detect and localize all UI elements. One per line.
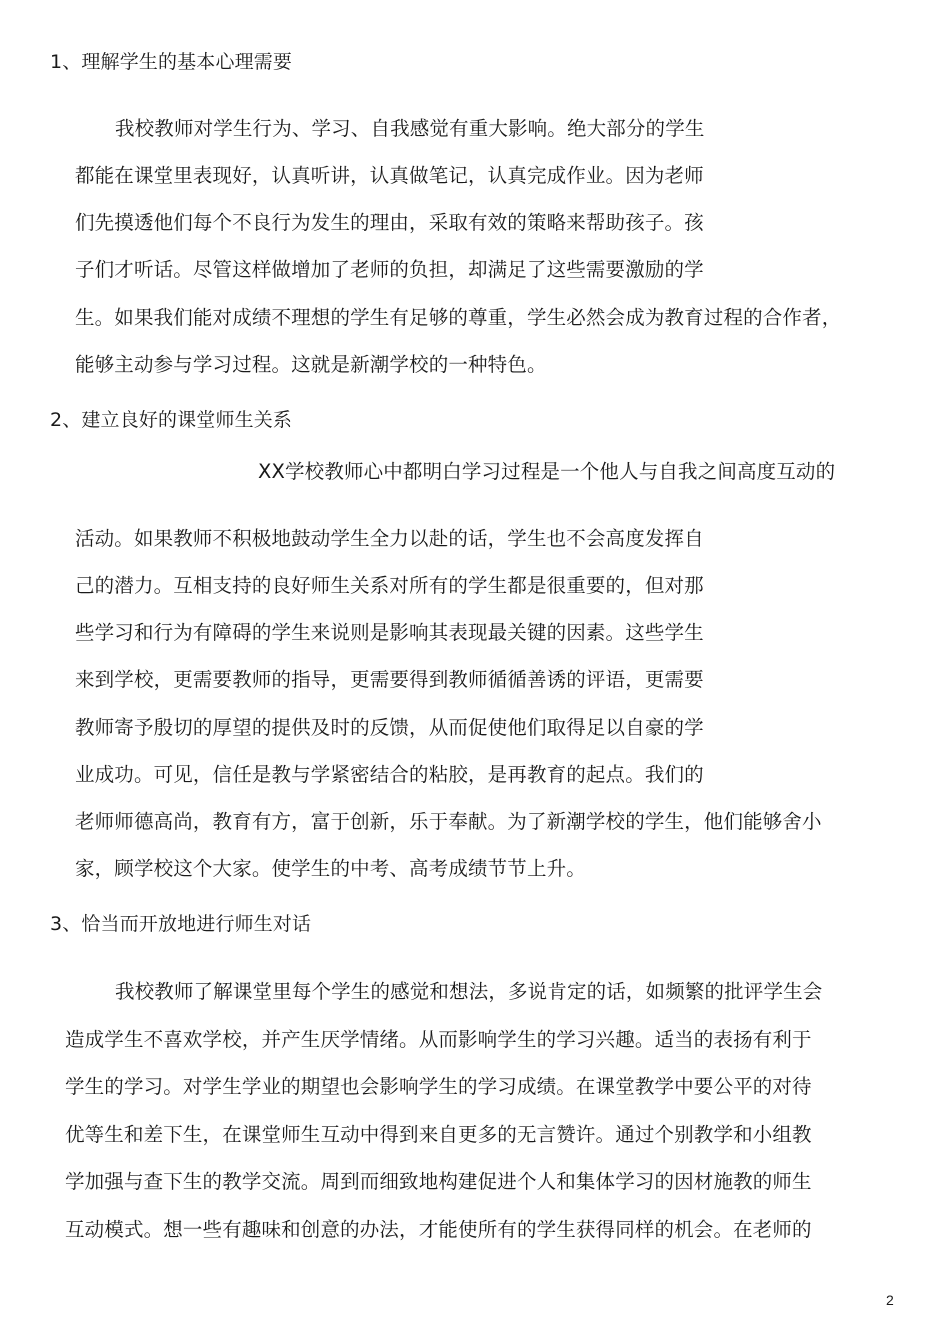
section-2-line: 己的潜力。互相支持的良好师生关系对所有的学生都是很重要的，但对那 [75, 574, 704, 597]
section-2-line: 家，顾学校这个大家。使学生的中考、高考成绩节节上升。 [75, 857, 586, 880]
section-3-line: 造成学生不喜欢学校，并产生厌学情绪。从而影响学生的学习兴趣。适当的表扬有利于 [65, 1028, 812, 1051]
section-3-line: 优等生和差下生，在课堂师生互动中得到来自更多的无言赞许。通过个别教学和小组教 [65, 1123, 812, 1146]
section-1-line: 生。如果我们能对成绩不理想的学生有足够的尊重，学生必然会成为教育过程的合作者， [75, 306, 842, 329]
section-2-line: 老师师德高尚，教育有方，富于创新，乐于奉献。为了新潮学校的学生，他们能够舍小 [75, 810, 822, 833]
section-1-line: 我校教师对学生行为、学习、自我感觉有重大影响。绝大部分的学生 [115, 117, 705, 140]
section-1-line: 们先摸透他们每个不良行为发生的理由，采取有效的策略来帮助孩子。孩 [75, 211, 704, 234]
section-3-line: 学加强与查下生的教学交流。周到而细致地构建促进个人和集体学习的因材施教的师生 [65, 1170, 812, 1193]
section-2-line: XX学校教师心中都明白学习过程是一个他人与自我之间高度互动的 [258, 460, 836, 483]
section-3-line: 互动模式。想一些有趣味和创意的办法，才能使所有的学生获得同样的机会。在老师的 [65, 1218, 812, 1241]
section-1-line: 能够主动参与学习过程。这就是新潮学校的一种特色。 [75, 353, 547, 376]
section-1-line: 都能在课堂里表现好，认真听讲，认真做笔记，认真完成作业。因为老师 [75, 164, 704, 187]
section-2-line: 些学习和行为有障碍的学生来说则是影响其表现最关键的因素。这些学生 [75, 621, 704, 644]
section-1-line: 子们才听话。尽管这样做增加了老师的负担，却满足了这些需要激励的学 [75, 258, 704, 281]
page-number: 2 [886, 1292, 894, 1308]
section-3-heading: 3、恰当而开放地进行师生对话 [50, 913, 312, 935]
section-2-line: 来到学校，更需要教师的指导，更需要得到教师循循善诱的评语，更需要 [75, 668, 704, 691]
section-2-line: 活动。如果教师不积极地鼓动学生全力以赴的话，学生也不会高度发挥自 [75, 527, 704, 550]
section-3-line: 学生的学习。对学生学业的期望也会影响学生的学习成绩。在课堂教学中要公平的对待 [65, 1075, 812, 1098]
section-2-heading: 2、建立良好的课堂师生关系 [50, 409, 293, 431]
section-2-line: 业成功。可见，信任是教与学紧密结合的粘胶，是再教育的起点。我们的 [75, 763, 704, 786]
section-3-line: 我校教师了解课堂里每个学生的感觉和想法，多说肯定的话，如频繁的批评学生会 [115, 980, 823, 1003]
section-1-heading: 1、理解学生的基本心理需要 [50, 51, 293, 73]
section-2-line: 教师寄予殷切的厚望的提供及时的反馈，从而促使他们取得足以自豪的学 [75, 716, 704, 739]
